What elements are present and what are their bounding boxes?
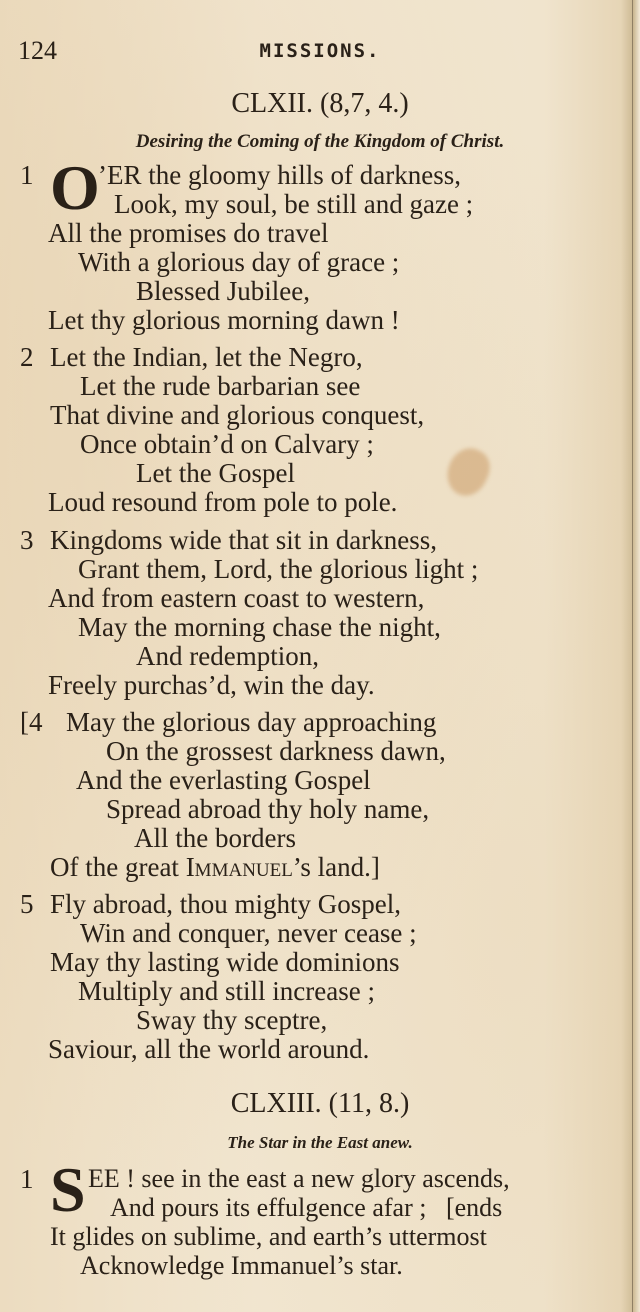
verse-line (50, 854, 380, 881)
page-number: 124 (18, 36, 57, 65)
hymn-subtitle: The Star in the East anew. (227, 1133, 413, 1152)
verse-number: 3 (20, 525, 34, 555)
verse-number: [4 (20, 707, 43, 737)
hymn-subtitle: Desiring the Coming of the Kingdom of Christ. (135, 131, 505, 152)
verse-line-text: ’s land.] (292, 852, 380, 882)
verse-line: With a glorious day of grace ; (78, 247, 400, 277)
verse-number: 5 (20, 889, 34, 919)
verse-line: Acknowledge Immanuel’s star. (80, 1251, 403, 1280)
verse-line: Spread abroad thy holy name, (106, 794, 430, 824)
drop-cap: O (50, 152, 100, 223)
verse-line: It glides on sublime, and earth’s uttermost (50, 1222, 487, 1251)
paper-stain (440, 442, 497, 502)
verse-line: Sway thy sceptre, (136, 1005, 328, 1035)
verse-line: And pours its effulgence afar ; [ends (110, 1193, 503, 1222)
verse-line: Loud resound from pole to pole. (48, 487, 398, 517)
verse-line: Blessed Jubilee, (136, 276, 310, 306)
verse-line: And redemption, (136, 641, 319, 671)
verse-number: 1 (20, 1164, 34, 1194)
verse-line: Grant them, Lord, the glorious light ; (78, 554, 479, 584)
verse-line: ’ER the gloomy hills of darkness, (98, 160, 461, 190)
hymn-title: CLXII. (8,7, 4.) (231, 88, 409, 119)
verse-line: All the promises do travel (48, 218, 329, 248)
verse-line: Once obtain’d on Calvary ; (80, 429, 374, 459)
verse-line-text: Of the great (50, 852, 186, 882)
verse-line: And the everlasting Gospel (76, 765, 371, 795)
verse-number: 2 (20, 342, 34, 372)
verse-line: Kingdoms wide that sit in darkness, (50, 525, 437, 555)
hymn-title: CLXIII. (11, 8.) (230, 1088, 410, 1119)
drop-cap: S (50, 1154, 86, 1225)
running-head (18, 36, 622, 66)
verse-line: All the borders (134, 823, 296, 853)
verse-line: Let the rude barbarian see (80, 371, 361, 401)
verse-line: May the glorious day approaching (66, 707, 437, 737)
verse-line: Let the Gospel (136, 458, 295, 488)
verse-line: On the grossest darkness dawn, (106, 736, 446, 766)
verse-line: May the morning chase the night, (78, 612, 441, 642)
verse-line: May thy lasting wide dominions (50, 947, 400, 977)
verse-line: Look, my soul, be still and gaze ; (114, 189, 474, 219)
verse-line: Win and conquer, never cease ; (80, 918, 417, 948)
verse-number: 1 (20, 160, 34, 190)
verse-line: And from eastern coast to western, (48, 583, 425, 613)
section-title: MISSIONS. (259, 40, 381, 62)
verse-line: That divine and glorious conquest, (50, 400, 425, 430)
verse-line: Saviour, all the world around. (48, 1034, 370, 1064)
verse-line: Let thy glorious morning dawn ! (48, 305, 400, 335)
verse-line: Fly abroad, thou mighty Gospel, (50, 889, 401, 919)
verse-line: EE ! see in the east a new glory ascends, (88, 1164, 510, 1193)
verse-line: Freely purchas’d, win the day. (48, 670, 375, 700)
verse-line: Multiply and still increase ; (78, 976, 375, 1006)
verse-line: Let the Indian, let the Negro, (50, 342, 363, 372)
small-caps-name: Immanuel (185, 852, 293, 882)
